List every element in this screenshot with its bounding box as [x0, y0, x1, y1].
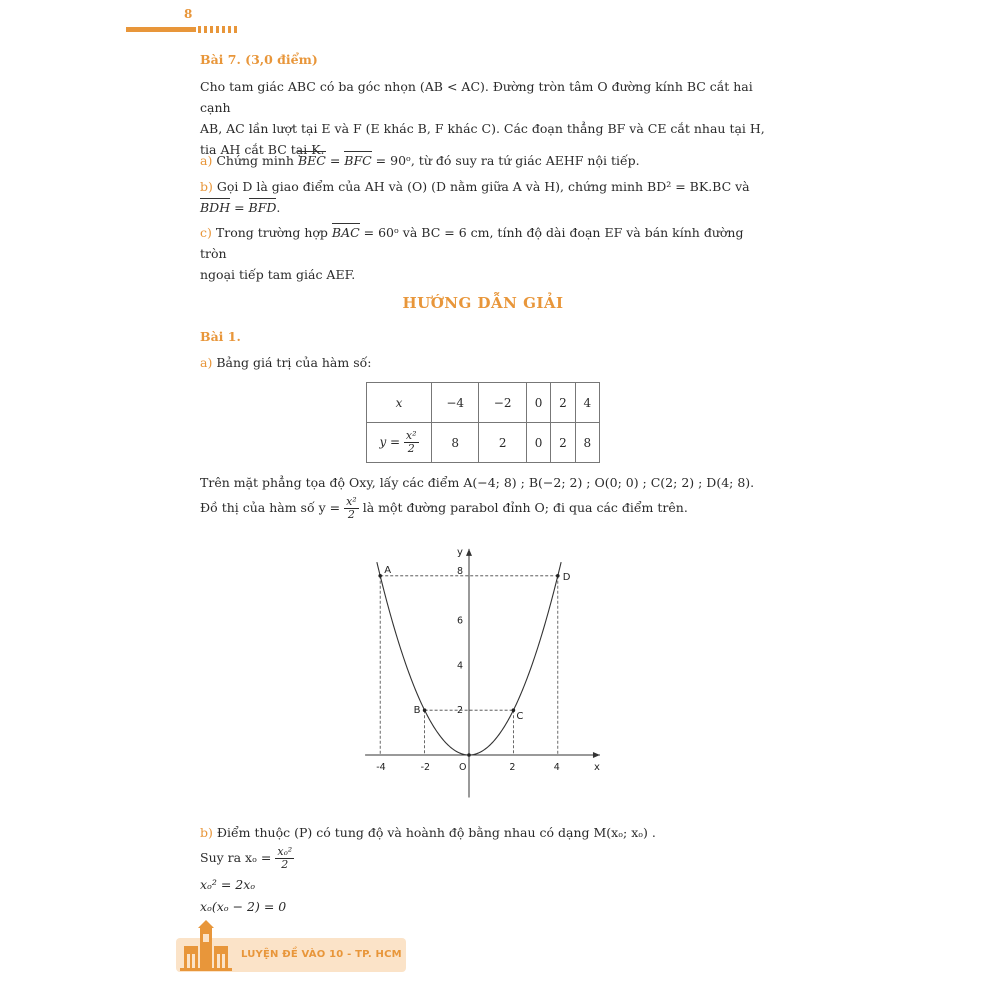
point-label: B — [413, 705, 421, 717]
table-cell: 4 — [575, 383, 599, 423]
bai1-b-line4: xₒ(xₒ − 2) = 0 — [200, 899, 287, 914]
table-cell: 0 — [526, 423, 550, 463]
part-b-line1: Gọi D là giao điểm của AH và (O) (D nằm giữa A và H), chứng minh BD² = BK.BC và — [216, 179, 750, 194]
bai1-b-line2 — [200, 846, 294, 871]
x-axis-label: x — [593, 762, 600, 773]
part-b-end: . — [276, 200, 281, 215]
part-a-pre: Chứng minh — [216, 153, 294, 168]
bai7-title: Bài 7. (3,0 điểm) — [200, 52, 318, 67]
text-graph-num: x² — [346, 495, 357, 508]
bai1-part-b — [200, 822, 656, 843]
y-axis-arrow — [466, 549, 472, 556]
point-label: C — [516, 711, 524, 723]
part-b-eq: = — [230, 200, 249, 215]
bai1-b-fraction — [275, 846, 294, 871]
footer-brand: LUYỆN ĐỀ VÀO 10 - TP. HCM — [241, 949, 402, 960]
x-tick-label: -2 — [420, 762, 431, 773]
table-cell: 8 — [432, 423, 479, 463]
bai1-a-text: Bảng giá trị của hàm số: — [216, 355, 372, 370]
point-a — [378, 574, 382, 578]
bai1-title: Bài 1. — [200, 329, 241, 344]
solution-heading: HƯỚNG DẪN GIẢI — [402, 294, 564, 312]
table-cell: −2 — [479, 383, 526, 423]
table-cell: 2 — [479, 423, 526, 463]
x-axis-arrow — [593, 752, 600, 758]
part-c-pre: Trong trường hợp — [215, 225, 328, 240]
angle-bfd: BFD — [248, 200, 277, 215]
table-cell: −4 — [432, 383, 479, 423]
text-graph-pre: Đồ thị của hàm số y = — [200, 500, 341, 515]
text-graph-post: là một đường parabol đỉnh O; đi qua các điểm trên. — [362, 500, 688, 515]
footer-building-icon — [178, 918, 234, 972]
point-label: D — [562, 571, 571, 583]
table-y-den: 2 — [407, 442, 415, 455]
y-axis-label: y — [457, 546, 463, 558]
bai1-b-line2-pre: Suy ra xₒ = — [200, 850, 272, 865]
bai1-b-num: xₒ² — [277, 845, 293, 858]
table-y-lhs: y = — [379, 435, 401, 449]
bai1-a-label: a) — [200, 355, 213, 370]
table-cell: 2 — [551, 383, 575, 423]
table-y-num: x² — [405, 429, 417, 442]
y-tick-label: 6 — [457, 615, 464, 627]
page-number: 8 — [184, 7, 193, 21]
y-tick-label: 2 — [457, 705, 464, 717]
angle-bac: BAC — [331, 225, 360, 240]
part-a-post: = 90ᵒ, từ đó suy ra tứ giác AEHF nội tiếp. — [371, 153, 640, 168]
angle-bdh: BDH — [200, 200, 231, 215]
part-a-eq: = — [325, 153, 345, 168]
table-cell: 2 — [551, 423, 575, 463]
y-tick-label: 4 — [457, 660, 464, 672]
text-graph-den: 2 — [347, 508, 355, 521]
bai1-b-line3: xₒ² = 2xₒ — [200, 877, 256, 892]
bai7-intro-line3: tia AH cắt BC tại K. — [200, 142, 325, 157]
point-label: A — [384, 564, 392, 576]
x-tick-label: -4 — [376, 762, 386, 773]
part-b-label: b) — [200, 179, 213, 194]
angle-bfc: BFC — [344, 153, 372, 168]
part-a-label: a) — [200, 153, 213, 168]
bai1-b-line1: Điểm thuộc (P) có tung độ và hoành độ bằng nhau có dạng M(xₒ; xₒ) . — [216, 825, 656, 840]
part-c-post: = 60ᵒ và BC = 6 cm, tính độ dài đoạn EF và bán kính đường tròn — [200, 225, 744, 261]
table-x-label: x — [367, 383, 432, 423]
text-points: Trên mặt phẳng tọa độ Oxy, lấy các điểm A(−4; 8) ; B(−2; 2) ; O(0; 0) ; C(2; 2) ; D(4; 8). — [200, 475, 755, 490]
table-cell: 0 — [526, 383, 550, 423]
x-tick-label: O — [459, 762, 467, 773]
point-d — [556, 574, 560, 578]
point-b — [423, 708, 427, 712]
angle-bec: BEC — [297, 153, 326, 168]
x-tick-label: 4 — [553, 762, 560, 773]
x-tick-label: 2 — [509, 762, 516, 773]
point-c — [512, 708, 516, 712]
bai7-intro-line1: Cho tam giác ABC có ba góc nhọn (AB < AC). Đường tròn tâm O đường kính BC cắt hai cạnh — [200, 79, 753, 115]
table-cell: 8 — [575, 423, 599, 463]
bai1-b-label: b) — [200, 825, 213, 840]
part-c-label: c) — [200, 225, 212, 240]
y-tick-label: 8 — [457, 565, 464, 577]
bai7-intro-line2: AB, AC lần lượt tại E và F (E khác B, F khác C). Các đoạn thẳng BF và CE cắt nhau tại H, — [200, 121, 765, 136]
point-o — [467, 753, 471, 757]
part-c-line2: ngoại tiếp tam giác AEF. — [200, 267, 356, 282]
bai1-b-den: 2 — [281, 858, 289, 871]
